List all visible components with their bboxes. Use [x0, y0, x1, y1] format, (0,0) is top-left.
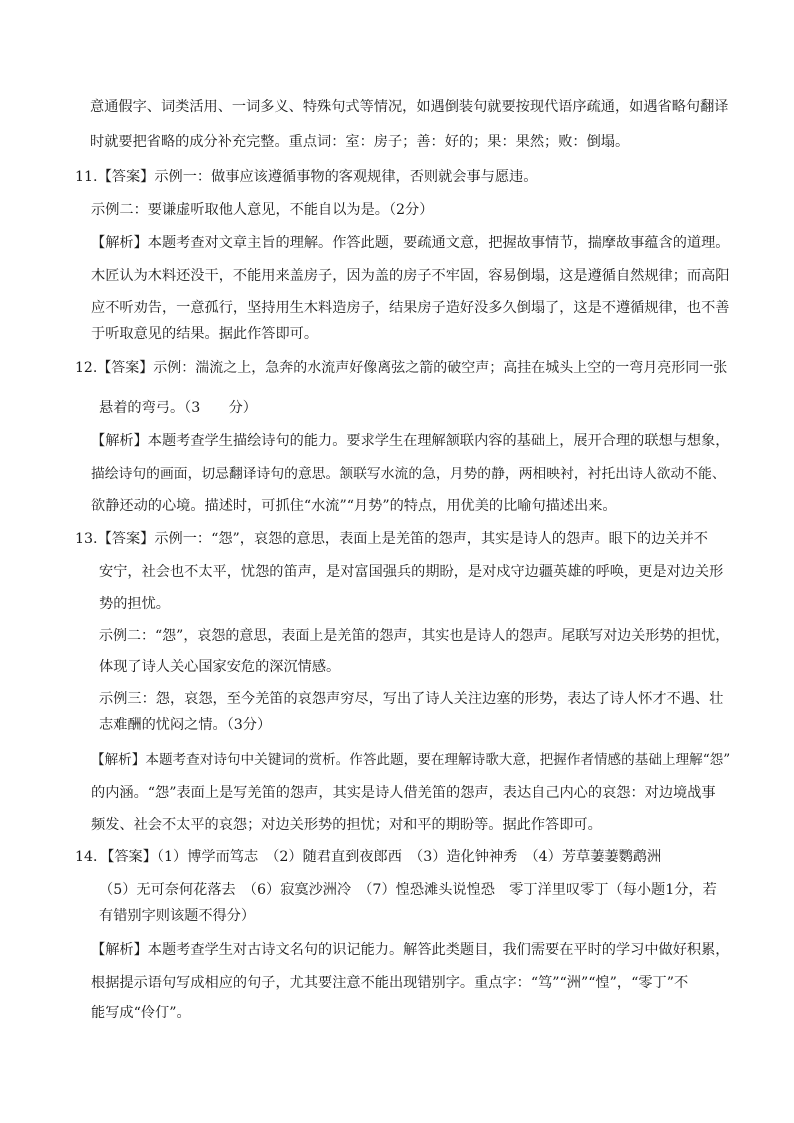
analysis-line: 【解析】本题考查对诗句中关键词的赏析。作答此题，要在理解诗歌大意，把握作者情感的基础上理解“怨”: [91, 752, 731, 768]
text-line: 示例三：怨，哀怨，至今羌笛的哀怨声穷尽，写出了诗人关注边塞的形势，表达了诗人怀才不遇、壮: [99, 691, 724, 707]
analysis-line: 【解析】本题考查对文章主旨的理解。作答此题，要疏通文意，把握故事情节，揣摩故事蕴含的道理。: [91, 235, 730, 251]
text-line: 木匠认为木料还没干，不能用来盖房子，因为盖的房子不牢固，容易倒塌，这是遵循自然规律；而高阳: [91, 268, 730, 284]
text-line: 的内涵。“怨”表面上是写羌笛的怨声，其实是诗人借羌笛的怨声，表达自己内心的哀怨：对边境战事: [91, 785, 716, 801]
text-line: 时就要把省略的成分补充完整。重点词：室：房子；善：好的；果：果然；败：倒塌。: [90, 134, 630, 150]
text-line: 安宁，社会也不太平，忧怨的笛声，是对富国强兵的期盼，是对戍守边疆英雄的呼唤，更是对边关形: [99, 564, 724, 580]
text-line: 意通假字、词类活用、一词多义、特殊句式等情况，如遇倒装句就要按现代语序疏通，如遇省略句翻译: [90, 99, 729, 115]
analysis-line: 【解析】本题考查学生描绘诗句的能力。要求学生在理解颔联内容的基础上，展开合理的联想与想象，: [91, 433, 730, 449]
text-line: 能写成“伶仃”。: [91, 1005, 191, 1021]
text-line: 描绘诗句的画面，切忌翻译诗句的意思。颔联写水流的急，月势的静，两相映衬，衬托出诗人欲动不能、: [91, 466, 726, 482]
answer-13-line: 13.【答案】示例一：“怨”，哀怨的意思，表面上是羌笛的怨声，其实是诗人的怨声。眼下的边关并不: [75, 531, 708, 547]
answer-12-line: 12.【答案】示例：湍流之上，急奔的水流声好像离弦之箭的破空声；高挂在城头上空的一弯月亮形同一张: [75, 360, 728, 376]
text-line: 于听取意见的结果。据此作答即可。: [91, 326, 319, 342]
text-line: 势的担忧。: [99, 596, 170, 612]
text-line: 悬着的弯弓。（3 分）: [99, 400, 257, 416]
answer-14-line: 14．【答案】（1）博学而笃志 （2）随君直到夜郎西 （3）造化钟神秀 （4）芳草萋萋鹦鹉洲: [75, 849, 662, 865]
text-line: 志难酬的忧闷之情。（3分）: [99, 717, 272, 733]
text-line: 欲静还动的心境。描述时，可抓住“水流”“月势”的特点，用优美的比喻句描述出来。: [91, 498, 617, 514]
text-line: 示例二：要谦虚听取他人意见，不能自以为是。（2分）: [91, 202, 434, 218]
text-line: 体现了诗人关心国家安危的深沉情感。: [99, 659, 341, 675]
text-line: 根据提示语句写成相应的句子，尤其要注意不能出现错别字。重点字：“笃”“洲”“惶”，“零丁”不: [91, 975, 689, 991]
text-line: 应不听劝告，一意孤行，坚持用生木料造房子，结果房子造好没多久倒塌了，这是不遵循规律，也不善: [91, 300, 730, 316]
text-line: （5）无可奈何花落去 （6）寂寞沙洲冷 （7）惶恐滩头说惶恐 零丁洋里叹零丁（每小题1分，若: [99, 882, 717, 898]
analysis-line: 【解析】本题考查学生对古诗文名句的识记能力。解答此类题目，我们需要在平时的学习中做好积累，: [91, 942, 730, 958]
text-line: 频发、社会不太平的哀怨；对边关形势的担忧；对和平的期盼等。据此作答即可。: [91, 817, 602, 833]
answer-11-line: 11.【答案】示例一：做事应该遵循事物的客观规律，否则就会事与愿违。: [75, 169, 538, 185]
text-line: 有错别字则该题不得分）: [99, 908, 256, 924]
text-line: 示例二：“怨”，哀怨的意思，表面上是羌笛的怨声，其实也是诗人的怨声。尾联写对边关形势的担忧，: [99, 628, 730, 644]
